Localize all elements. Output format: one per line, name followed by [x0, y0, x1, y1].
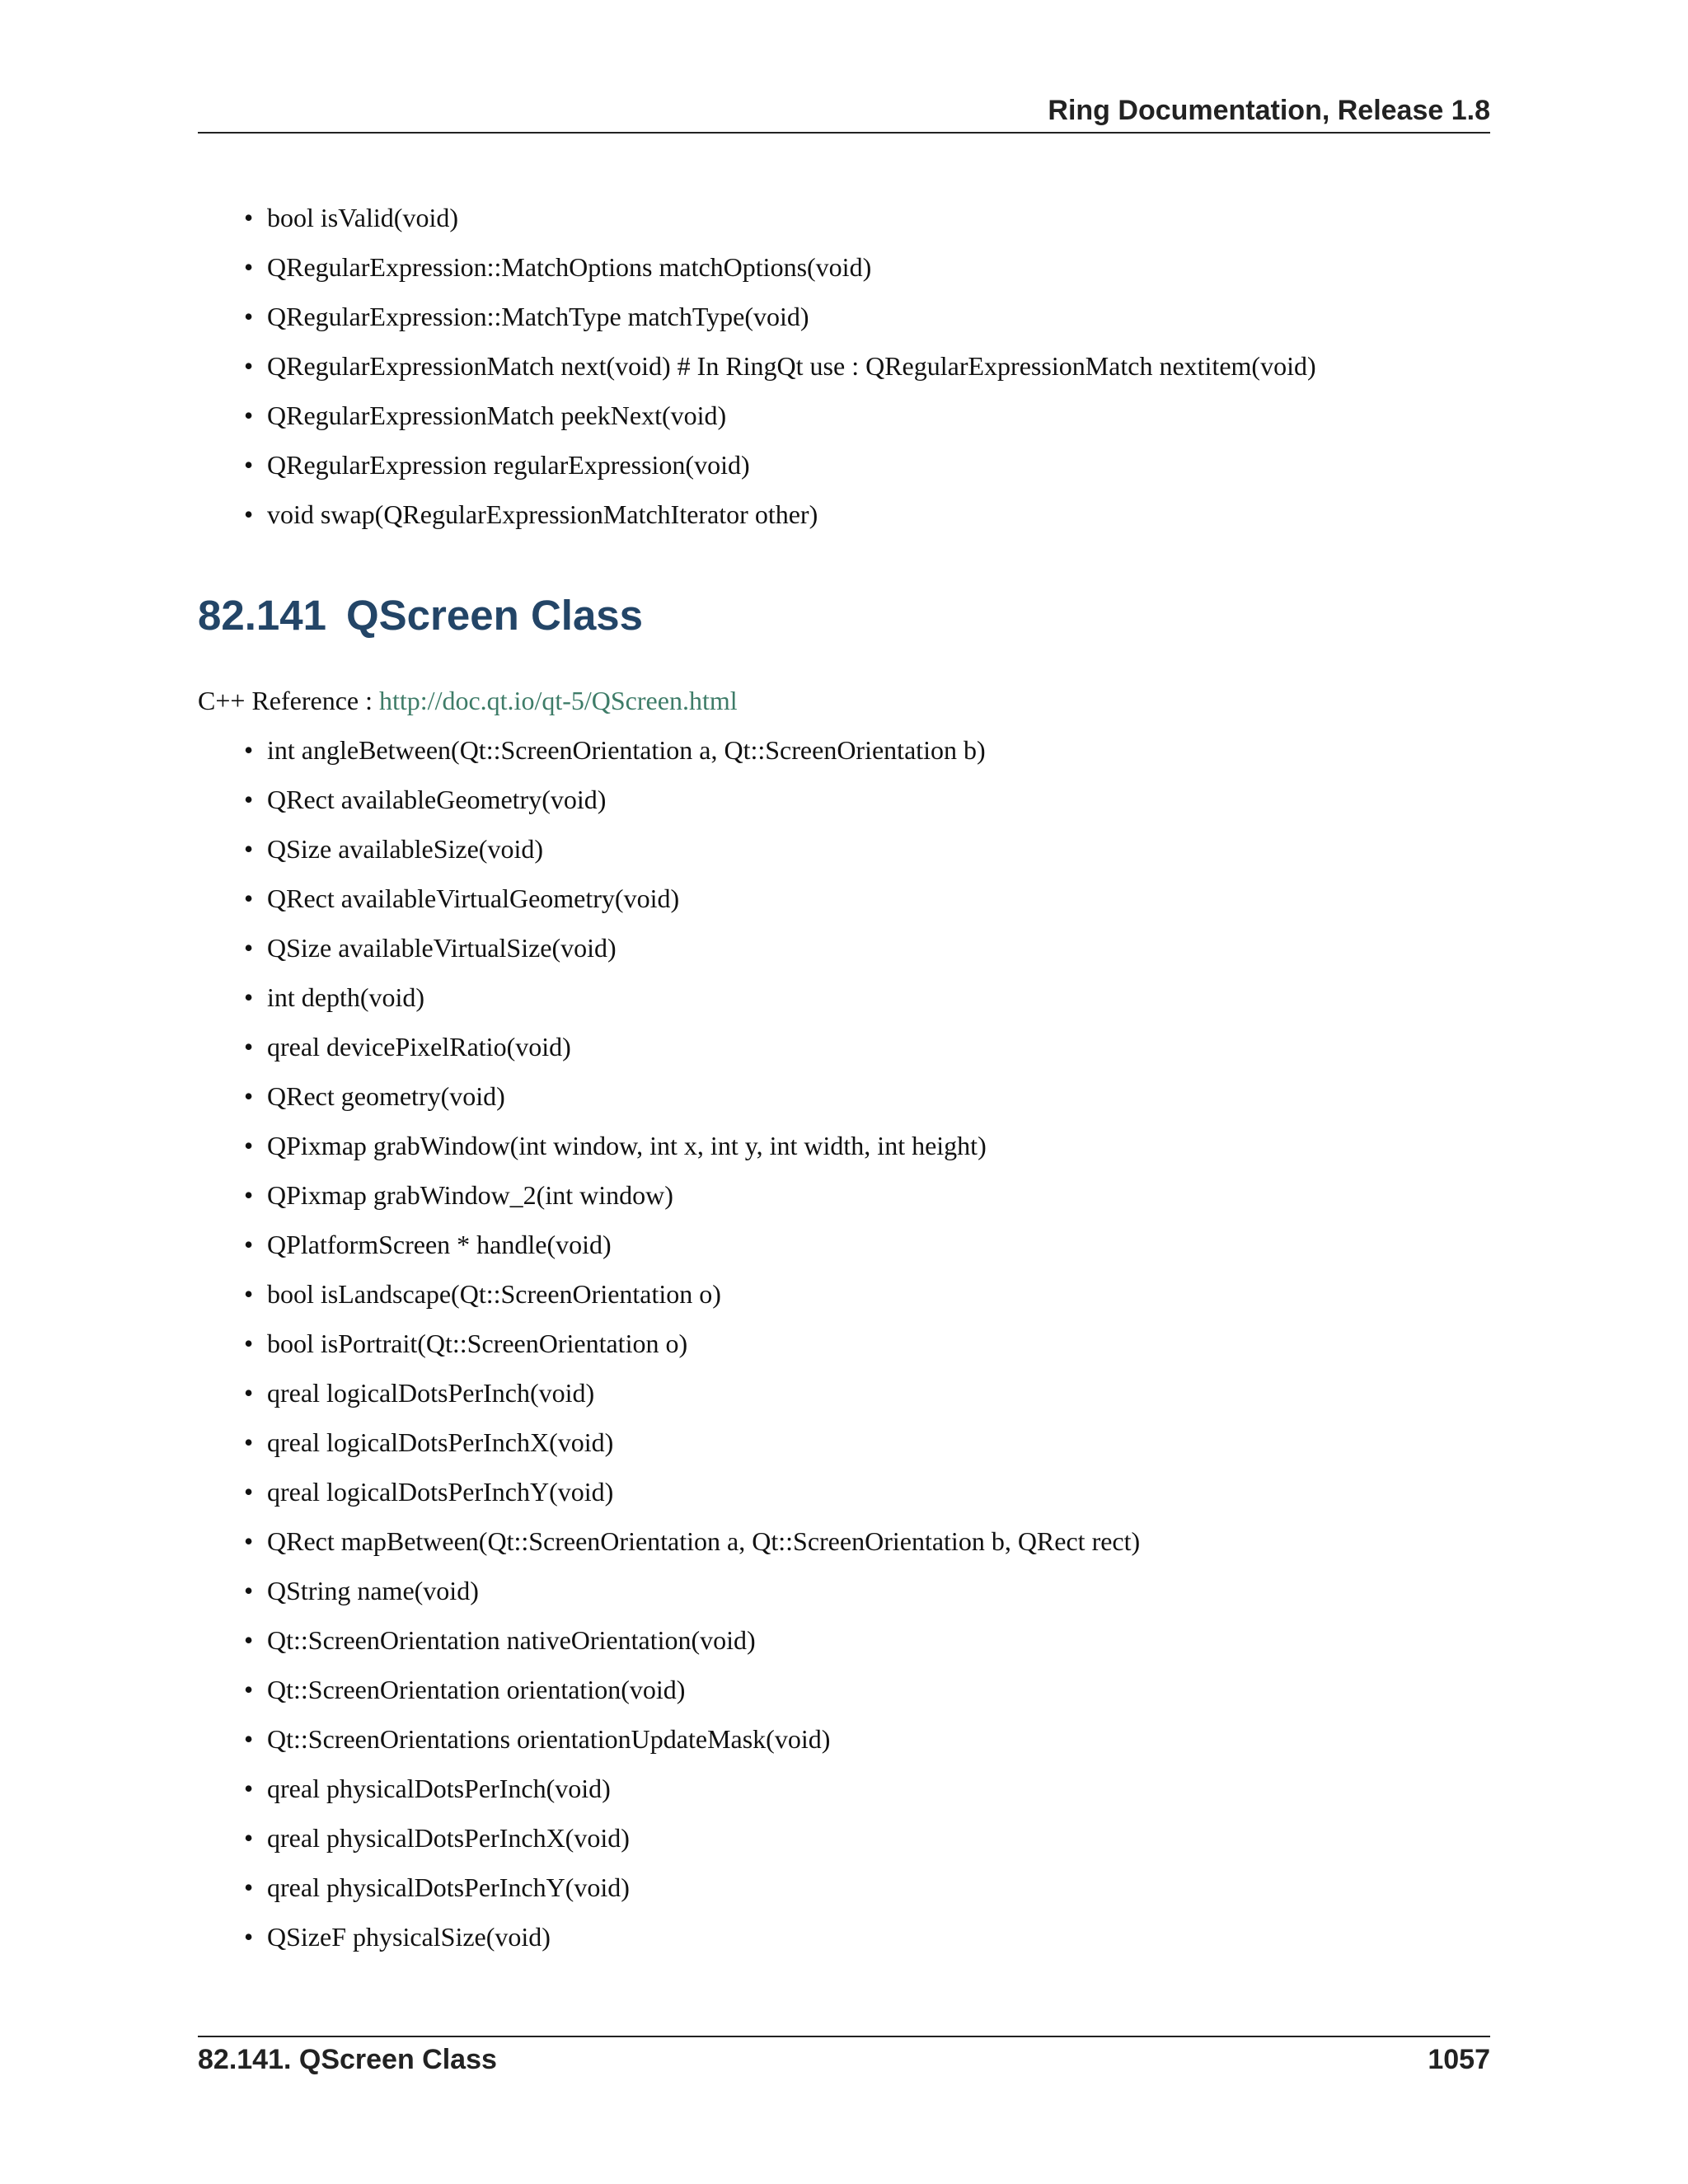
bullet-icon: •	[244, 1724, 254, 1754]
list-item	[244, 1467, 1140, 1516]
list-item	[244, 824, 1140, 874]
list-item	[244, 490, 1316, 539]
list-item	[244, 1022, 1140, 1071]
list-item-text: QRect mapBetween(Qt::ScreenOrientation a, Qt::ScreenOrientation b, QRect rect)	[267, 1526, 1141, 1556]
list-item-text: void swap(QRegularExpressionMatchIterator other)	[267, 499, 818, 529]
list-item-text: qreal logicalDotsPerInchY(void)	[267, 1477, 614, 1507]
bullet-icon: •	[244, 1823, 254, 1853]
list-item-text: qreal physicalDotsPerInchY(void)	[267, 1872, 630, 1902]
bullet-icon: •	[244, 834, 254, 864]
bullet-icon: •	[244, 351, 254, 381]
list-item-text: QString name(void)	[267, 1576, 479, 1605]
list-item	[244, 725, 1140, 775]
bullet-icon: •	[244, 1576, 254, 1605]
list-item	[244, 341, 1316, 391]
list-item-text: qreal logicalDotsPerInchX(void)	[267, 1427, 614, 1457]
list-item	[244, 193, 1316, 242]
list-item	[244, 391, 1316, 440]
list-item	[244, 1368, 1140, 1418]
list-item	[244, 1813, 1140, 1863]
page-footer	[198, 2036, 1490, 2082]
list-item-text: QRegularExpression regularExpression(void)	[267, 450, 750, 480]
list-item-text: Qt::ScreenOrientation orientation(void)	[267, 1675, 686, 1704]
list-item-text: int angleBetween(Qt::ScreenOrientation a, Qt::ScreenOrientation b)	[267, 735, 986, 765]
list-item	[244, 1319, 1140, 1368]
list-item	[244, 1764, 1140, 1813]
bullet-icon: •	[244, 1625, 254, 1655]
list-item-text: qreal physicalDotsPerInch(void)	[267, 1774, 611, 1803]
list-item	[244, 1665, 1140, 1714]
list-item-text: qreal devicePixelRatio(void)	[267, 1032, 571, 1062]
list-item-text: QRegularExpressionMatch peekNext(void)	[267, 401, 727, 430]
reference-link[interactable]: http://doc.qt.io/qt-5/QScreen.html	[379, 686, 738, 715]
list-item-text: QSizeF physicalSize(void)	[267, 1922, 551, 1952]
bullet-icon: •	[244, 1427, 254, 1457]
list-item	[244, 440, 1316, 490]
list-item	[244, 775, 1140, 824]
section-number: 82.141	[198, 592, 326, 639]
bullet-icon: •	[244, 1922, 254, 1952]
bullet-icon: •	[244, 1378, 254, 1408]
list-item-text: QRegularExpression::MatchOptions matchOptions(void)	[267, 252, 872, 282]
bullet-icon: •	[244, 1081, 254, 1111]
bullet-icon: •	[244, 1872, 254, 1902]
bullet-icon: •	[244, 1230, 254, 1259]
list-item	[244, 1912, 1140, 1961]
page-header	[198, 89, 1490, 134]
method-list-previous-class	[244, 193, 1316, 539]
reference-label: C++ Reference :	[198, 686, 379, 715]
list-item	[244, 1121, 1140, 1170]
list-item	[244, 874, 1140, 923]
list-item-text: QSize availableSize(void)	[267, 834, 543, 864]
list-item	[244, 1269, 1140, 1319]
list-item-text: QRegularExpressionMatch next(void) # In RingQt use : QRegularExpressionMatch nextitem(void)	[267, 351, 1316, 381]
bullet-icon: •	[244, 1477, 254, 1507]
list-item	[244, 1516, 1140, 1566]
page-number: 1057	[1428, 2044, 1490, 2075]
bullet-icon: •	[244, 785, 254, 814]
list-item	[244, 1615, 1140, 1665]
bullet-icon: •	[244, 1526, 254, 1556]
list-item-text: Qt::ScreenOrientation nativeOrientation(void)	[267, 1625, 756, 1655]
list-item	[244, 1418, 1140, 1467]
list-item-text: QPlatformScreen * handle(void)	[267, 1230, 612, 1259]
list-item-text: QPixmap grabWindow_2(int window)	[267, 1180, 673, 1210]
list-item-text: bool isPortrait(Qt::ScreenOrientation o)	[267, 1329, 688, 1358]
list-item-text: QSize availableVirtualSize(void)	[267, 933, 617, 963]
list-item-text: QRegularExpression::MatchType matchType(void)	[267, 302, 809, 331]
method-list-qscreen	[244, 725, 1140, 1961]
bullet-icon: •	[244, 933, 254, 963]
list-item	[244, 1863, 1140, 1912]
bullet-icon: •	[244, 1675, 254, 1704]
section-heading	[198, 587, 643, 644]
list-item	[244, 242, 1316, 292]
list-item	[244, 1071, 1140, 1121]
list-item	[244, 1220, 1140, 1269]
list-item-text: QPixmap grabWindow(int window, int x, int y, int width, int height)	[267, 1131, 987, 1160]
bullet-icon: •	[244, 735, 254, 765]
list-item-text: qreal logicalDotsPerInch(void)	[267, 1378, 595, 1408]
list-item-text: qreal physicalDotsPerInchX(void)	[267, 1823, 630, 1853]
bullet-icon: •	[244, 982, 254, 1012]
bullet-icon: •	[244, 1131, 254, 1160]
list-item-text: int depth(void)	[267, 982, 425, 1012]
bullet-icon: •	[244, 450, 254, 480]
bullet-icon: •	[244, 1329, 254, 1358]
list-item	[244, 1170, 1140, 1220]
list-item-text: QRect availableGeometry(void)	[267, 785, 607, 814]
bullet-icon: •	[244, 1180, 254, 1210]
list-item-text: QRect availableVirtualGeometry(void)	[267, 883, 680, 913]
cpp-reference	[198, 676, 738, 725]
bullet-icon: •	[244, 302, 254, 331]
list-item	[244, 292, 1316, 341]
section-title-text: QScreen Class	[346, 592, 644, 639]
footer-section-label: 82.141. QScreen Class	[198, 2044, 497, 2075]
bullet-icon: •	[244, 1032, 254, 1062]
list-item	[244, 1714, 1140, 1764]
bullet-icon: •	[244, 883, 254, 913]
list-item	[244, 972, 1140, 1022]
bullet-icon: •	[244, 1279, 254, 1309]
list-item-text: Qt::ScreenOrientations orientationUpdateMask(void)	[267, 1724, 831, 1754]
list-item-text: bool isLandscape(Qt::ScreenOrientation o)	[267, 1279, 721, 1309]
bullet-icon: •	[244, 401, 254, 430]
bullet-icon: •	[244, 499, 254, 529]
doc-title: Ring Documentation, Release 1.8	[1048, 95, 1490, 126]
bullet-icon: •	[244, 1774, 254, 1803]
list-item-text: bool isValid(void)	[267, 203, 458, 232]
list-item	[244, 923, 1140, 972]
bullet-icon: •	[244, 203, 254, 232]
list-item	[244, 1566, 1140, 1615]
list-item-text: QRect geometry(void)	[267, 1081, 505, 1111]
bullet-icon: •	[244, 252, 254, 282]
